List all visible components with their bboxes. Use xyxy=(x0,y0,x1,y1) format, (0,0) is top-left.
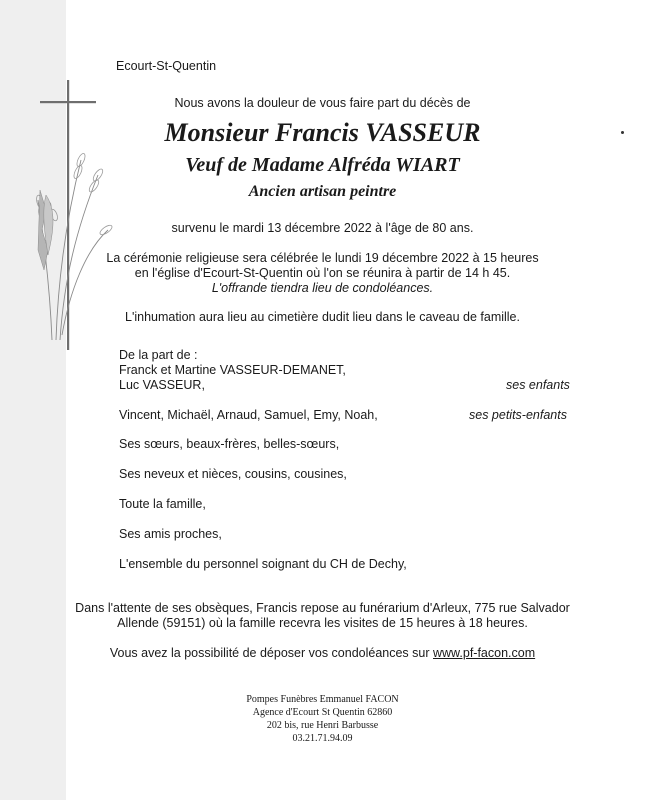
ceremony-line-3: L'offrande tiendra lieu de condoléances. xyxy=(211,281,434,295)
ceremony-line-2: en l'église d'Ecourt-St-Quentin où l'on se réunira à partir de 14 h 45. xyxy=(134,266,511,280)
children-line-2: Luc VASSEUR, xyxy=(119,378,205,392)
occupation-line: Ancien artisan peintre xyxy=(248,183,397,200)
children-line-1: Franck et Martine VASSEUR-DEMANET, xyxy=(119,363,346,377)
visits-line-2: Allende (59151) où la famille recevra les visites de 15 heures à 18 heures. xyxy=(117,616,528,630)
nephews-line: Ses neveux et nièces, cousins, cousines, xyxy=(119,467,347,481)
grandchildren-line: Vincent, Michaël, Arnaud, Samuel, Emy, Noah, xyxy=(119,408,378,422)
staff-line: L'ensemble du personnel soignant du CH de Dechy, xyxy=(119,557,407,571)
footer-agency: Agence d'Ecourt St Quentin 62860 xyxy=(252,707,393,718)
deceased-name: Monsieur Francis VASSEUR xyxy=(164,118,481,147)
family-heading: De la part de : xyxy=(119,348,198,362)
footer-phone: 03.21.71.94.09 xyxy=(292,733,353,744)
all-family-line: Toute la famille, xyxy=(119,497,206,511)
grandchildren-label: ses petits-enfants xyxy=(469,408,567,422)
footer-address: 202 bis, rue Henri Barbusse xyxy=(266,720,379,731)
friends-line: Ses amis proches, xyxy=(119,527,222,541)
condolences-text: Vous avez la possibilité de déposer vos condoléances sur xyxy=(109,646,433,660)
footer-company: Pompes Funèbres Emmanuel FACON xyxy=(246,694,399,705)
spouse-line: Veuf de Madame Alfréda WIART xyxy=(185,154,460,176)
condolences-line xyxy=(0,646,645,660)
scan-dot xyxy=(621,131,624,134)
siblings-line: Ses sœurs, beaux-frères, belles-sœurs, xyxy=(119,437,340,451)
website-link[interactable]: www.pf-facon.com xyxy=(433,646,536,660)
children-label: ses enfants xyxy=(506,378,570,392)
ceremony-line-1: La cérémonie religieuse sera célébrée le lundi 19 décembre 2022 à 15 heures xyxy=(106,251,539,265)
intro-text: Nous avons la douleur de vous faire part du décès de xyxy=(174,96,471,110)
burial-text: L'inhumation aura lieu au cimetière dudit lieu dans le caveau de famille. xyxy=(125,310,520,324)
death-info: survenu le mardi 13 décembre 2022 à l'âge de 80 ans. xyxy=(171,221,474,235)
visits-line-1: Dans l'attente de ses obsèques, Francis repose au funérarium d'Arleux, 775 rue Salvador xyxy=(75,601,570,615)
location-text: Ecourt-St-Quentin xyxy=(116,59,217,73)
